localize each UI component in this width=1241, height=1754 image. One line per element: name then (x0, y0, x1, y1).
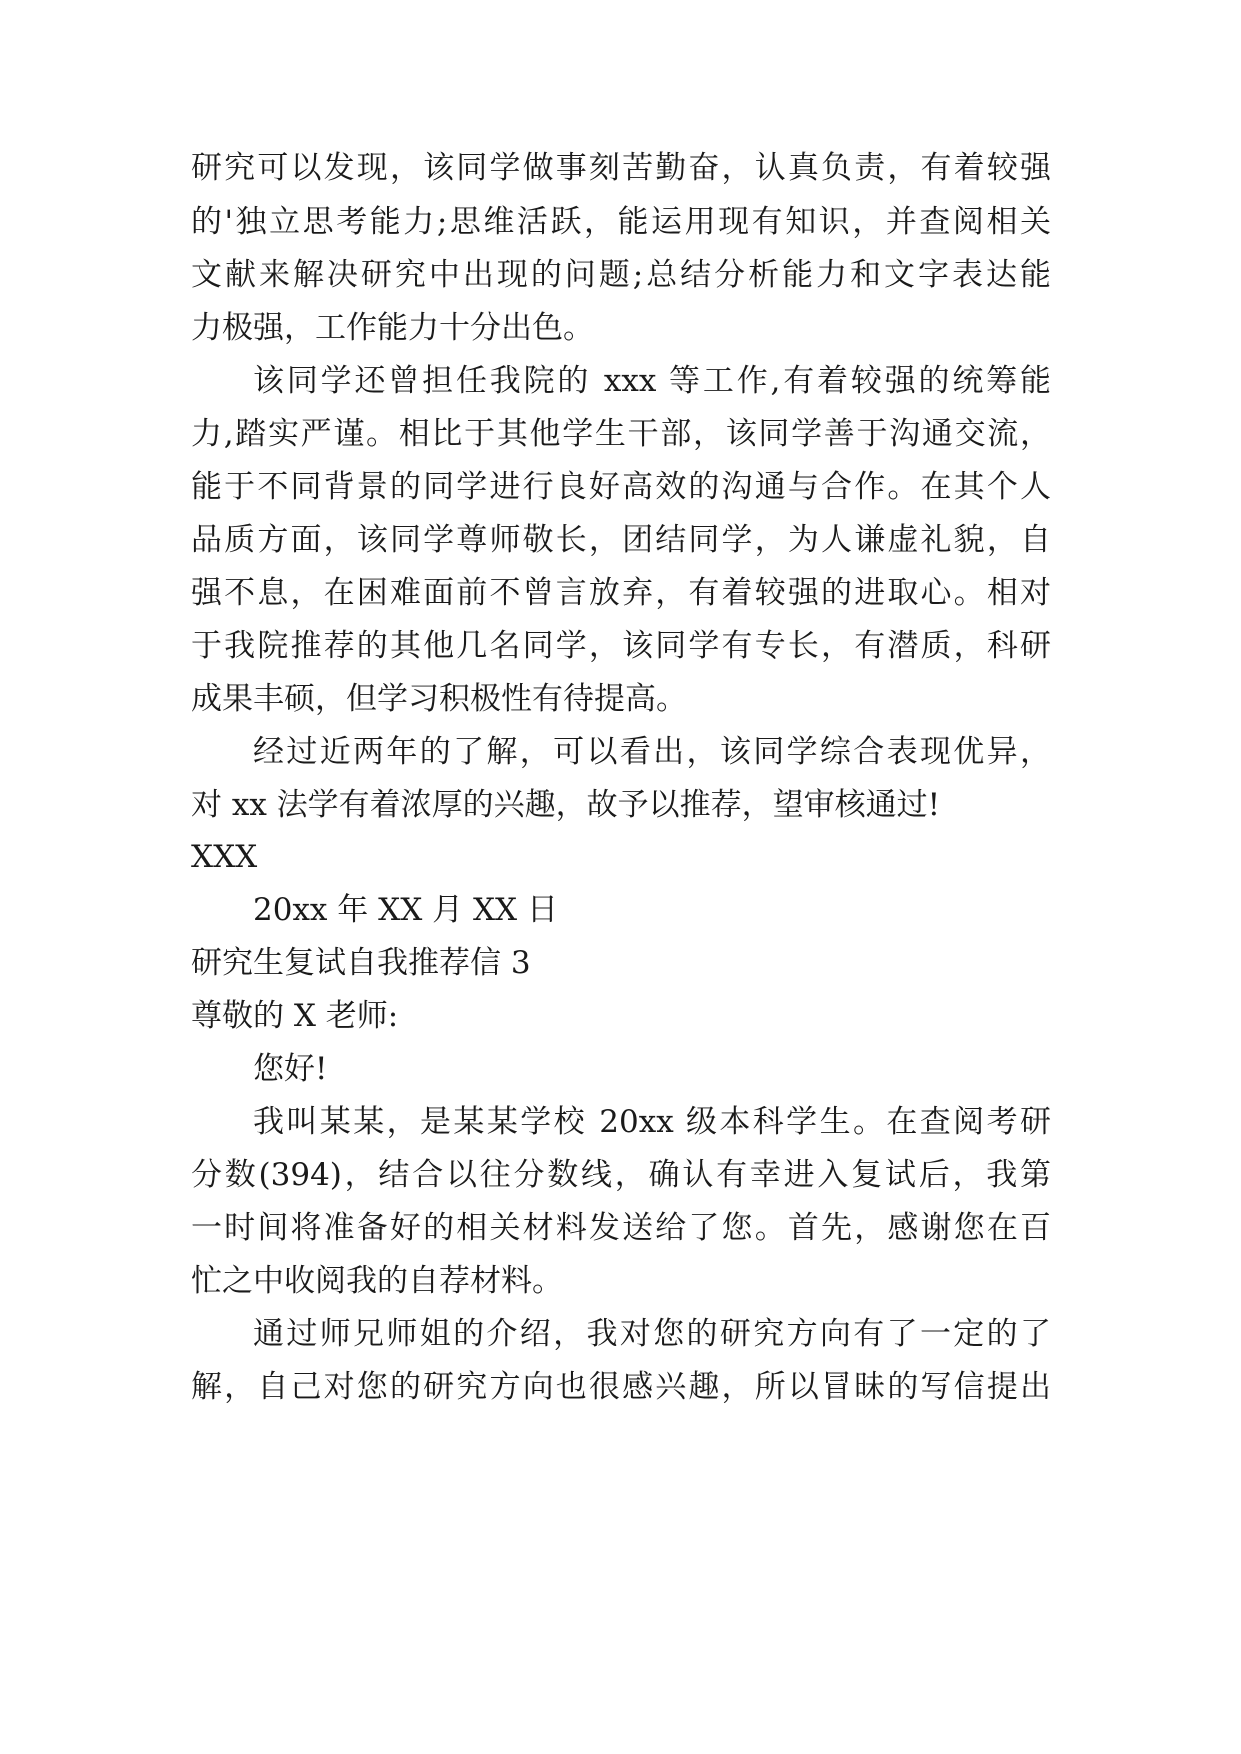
paragraph-2-line-7: 成果丰硕，但学习积极性有待提高。 (191, 681, 687, 717)
greeting: 您好! (253, 1051, 328, 1087)
paragraph-2-line-6: 于我院推荐的其他几名同学，该同学有专长，有潜质，科研 (191, 628, 1051, 664)
paragraph-5-line-2: 解，自己对您的研究方向也很感兴趣，所以冒昧的写信提出 (191, 1369, 1051, 1405)
salutation: 尊敬的 X 老师: (191, 998, 399, 1034)
paragraph-2-line-2: 力,踏实严谨。相比于其他学生干部，该同学善于沟通交流， (191, 416, 1051, 452)
paragraph-4-line-1: 我叫某某，是某某学校 20xx 级本科学生。在查阅考研 (253, 1104, 1051, 1140)
paragraph-4-line-3: 一时间将准备好的相关材料发送给了您。首先，感谢您在百 (191, 1210, 1051, 1246)
paragraph-2-line-3: 能于不同背景的同学进行良好高效的沟通与合作。在其个人 (191, 469, 1051, 505)
paragraph-3-line-1: 经过近两年的了解，可以看出，该同学综合表现优异， (253, 734, 1051, 770)
paragraph-2-line-4: 品质方面，该同学尊师敬长，团结同学，为人谦虚礼貌，自 (191, 522, 1051, 558)
signature: XXX (191, 839, 258, 875)
paragraph-1-line-4: 力极强，工作能力十分出色。 (191, 310, 594, 346)
date: 20xx 年 XX 月 XX 日 (253, 892, 558, 928)
paragraph-1-line-1: 研究可以发现，该同学做事刻苦勤奋，认真负责，有着较强 (191, 150, 1051, 186)
paragraph-3-line-2: 对 xx 法学有着浓厚的兴趣，故予以推荐，望审核通过! (191, 787, 941, 823)
paragraph-2-line-5: 强不息，在困难面前不曾言放弃，有着较强的进取心。相对 (191, 575, 1051, 611)
paragraph-4-line-4: 忙之中收阅我的自荐材料。 (191, 1263, 563, 1299)
letter-heading: 研究生复试自我推荐信 3 (191, 945, 531, 981)
paragraph-5-line-1: 通过师兄师姐的介绍，我对您的研究方向有了一定的了 (253, 1316, 1051, 1352)
paragraph-1-line-3: 文献来解决研究中出现的问题;总结分析能力和文字表达能 (191, 257, 1051, 293)
paragraph-2-line-1: 该同学还曾担任我院的 xxx 等工作,有着较强的统筹能 (253, 363, 1051, 399)
paragraph-4-line-2: 分数(394)，结合以往分数线，确认有幸进入复试后，我第 (191, 1157, 1051, 1193)
paragraph-1-line-2: 的'独立思考能力;思维活跃，能运用现有知识，并查阅相关 (191, 204, 1051, 240)
